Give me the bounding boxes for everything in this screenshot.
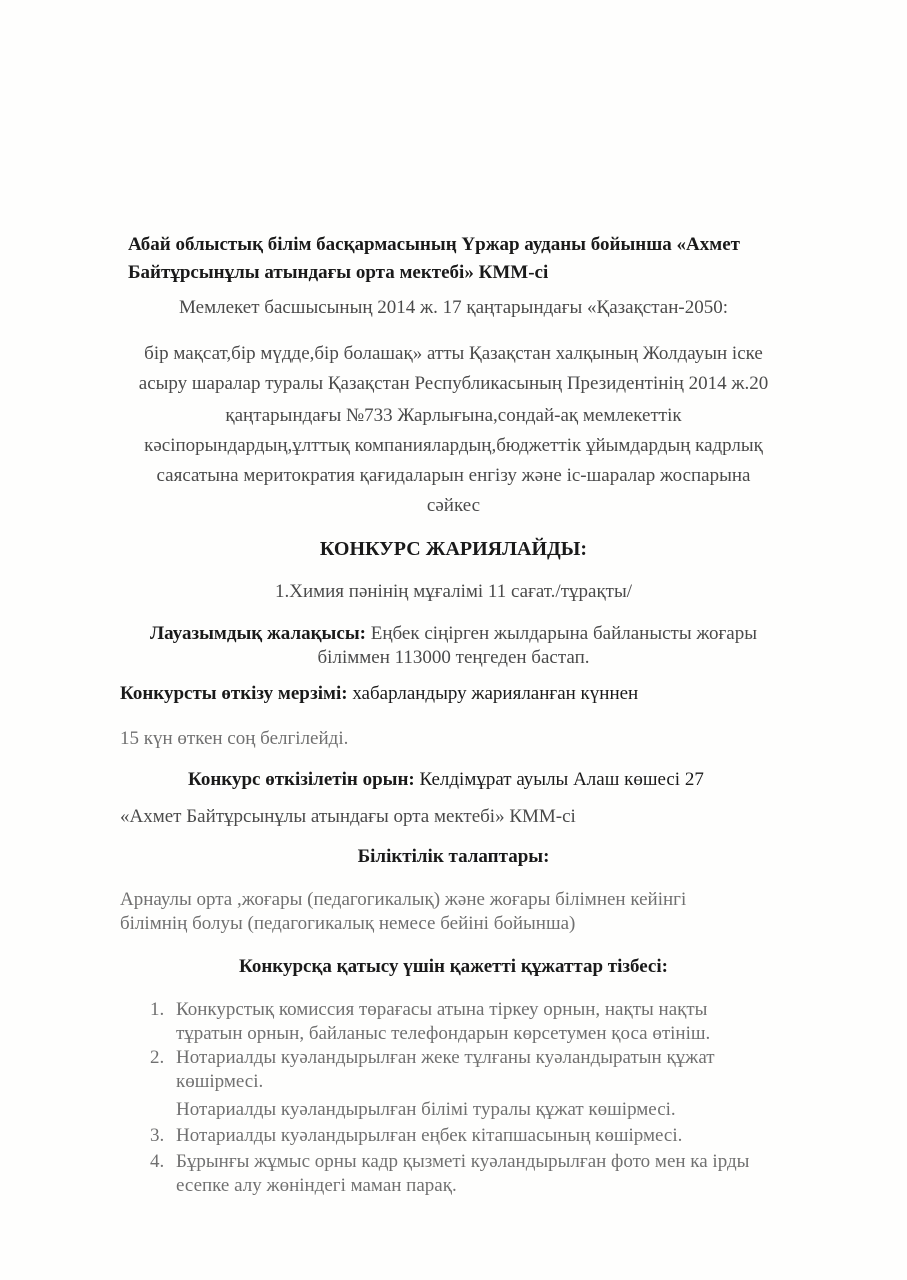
list-item-number: 2. xyxy=(150,1047,165,1068)
documents-title: Конкурсқа қатысу үшін қажетті құжаттар тізбесі: xyxy=(239,956,668,977)
preamble-line-3: асыру шаралар туралы Қазақстан Республикасының Президентінің 2014 ж.20 xyxy=(138,373,769,394)
salary-label: Лауазымдық жалақысы: xyxy=(150,623,366,644)
term-label: Конкурсты өткізу мерзімі: xyxy=(120,683,348,704)
qualifications-title: Біліктілік талаптары: xyxy=(357,846,550,867)
salary-line-2: біліммен 113000 теңгеден бастап. xyxy=(317,647,590,668)
list-item-continuation: есепке алу жөніндегі маман парақ. xyxy=(176,1175,457,1196)
preamble-line-4: қаңтарындағы №733 Жарлығына,сондай-ақ мемлекеттік xyxy=(225,405,682,426)
venue-line-1 xyxy=(188,768,704,792)
list-item-number: 1. xyxy=(150,999,165,1020)
position-line: 1.Химия пәнінің мұғалімі 11 сағат./тұрақты/ xyxy=(274,581,633,602)
list-item-text: Бұрынғы жұмыс орны кадр қызметі куәландырылған фото мен ка ірды xyxy=(176,1151,750,1172)
venue-label: Конкурс өткізілетін орын: xyxy=(188,769,415,790)
list-item xyxy=(150,998,707,1022)
header-line-1: Абай облыстық білім басқармасының Үржар ауданы бойынша «Ахмет xyxy=(128,234,740,255)
list-item-text: Конкурстық комиссия төрағасы атына тіркеу орнын, нақты нақты xyxy=(176,999,708,1020)
qualifications-line-2: білімнің болуы (педагогикалық немесе бейіні бойынша) xyxy=(120,913,576,934)
salary-line-1 xyxy=(0,622,907,646)
preamble-line-1: Мемлекет басшысының 2014 ж. 17 қаңтарындағы «Қазақстан-2050: xyxy=(179,297,728,318)
preamble-line-5: кәсіпорындардың,ұлттық компаниялардың,бюджеттік ұйымдардың кадрлық xyxy=(144,435,763,456)
list-item-number: 4. xyxy=(150,1151,165,1172)
preamble-line-2: бір мақсат,бір мүдде,бір болашақ» атты Қазақстан халқының Жолдауын іске xyxy=(144,343,763,364)
list-item-continuation: тұратын орнын, байланыс телефондарын көрсетумен қоса өтініш. xyxy=(176,1023,711,1044)
list-item-text: Нотариалды куәландырылған жеке тұлғаны куәландыратын құжат xyxy=(176,1047,715,1068)
preamble-line-6: саясатына меритократия қағидаларын енгізу және іс-шаралар жоспарына xyxy=(156,465,751,486)
term-line-2: 15 күн өткен соң белгілейді. xyxy=(120,728,349,749)
list-item xyxy=(150,1046,715,1070)
venue-line-2: «Ахмет Байтұрсынұлы атындағы орта мектебі» КММ-сі xyxy=(120,806,576,827)
venue-text-1: Келдімұрат ауылы Алаш көшесі 27 xyxy=(414,769,704,790)
list-item-number: 3. xyxy=(150,1125,165,1146)
salary-text-1: Еңбек сіңірген жылдарына байланысты жоғары xyxy=(365,623,757,644)
list-item: Нотариалды куәландырылған білімі туралы құжат көшірмесі. xyxy=(176,1099,676,1120)
list-item-continuation: көшірмесі. xyxy=(176,1071,264,1092)
list-item xyxy=(150,1124,682,1148)
preamble-line-7: сәйкес xyxy=(426,495,481,516)
announcement-title: КОНКУРС ЖАРИЯЛАЙДЫ: xyxy=(319,538,588,560)
qualifications-line-1: Арнаулы орта ,жоғары (педагогикалық) және жоғары білімнен кейінгі xyxy=(120,889,687,910)
term-text-1: хабарландыру жарияланған күннен xyxy=(347,683,639,704)
term-line-1 xyxy=(120,682,638,706)
list-item-text: Нотариалды куәландырылған еңбек кітапшасының көшірмесі. xyxy=(176,1125,683,1146)
list-item xyxy=(150,1150,749,1174)
header-line-2: Байтұрсынұлы атындағы орта мектебі» КММ-сі xyxy=(128,262,549,283)
